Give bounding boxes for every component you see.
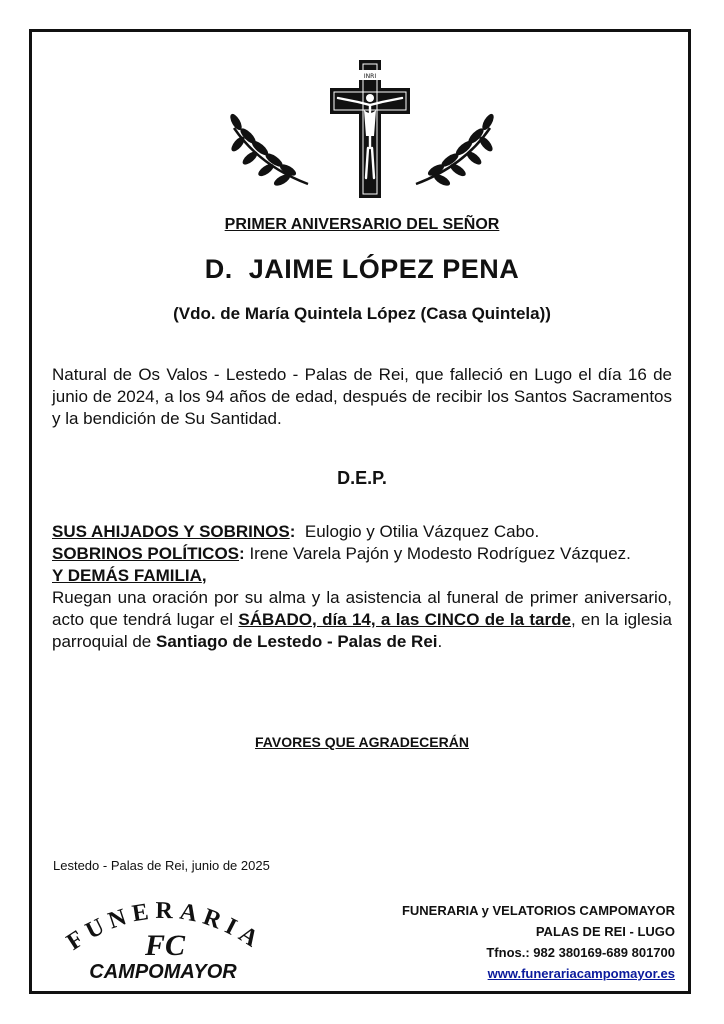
website-link[interactable]: www.funerariacampomayor.es: [487, 966, 675, 981]
closing-punctuation: .: [437, 632, 443, 651]
inlaws-names: Irene Varela Pajón y Modesto Rodríguez Vázquez.: [249, 544, 631, 563]
widow-note: (Vdo. de María Quintela López (Casa Quintela)): [173, 304, 551, 323]
funeral-request: [52, 587, 672, 653]
place-date: Lestedo - Palas de Rei, junio de 2025: [53, 858, 270, 873]
intro-paragraph: Natural de Os Valos - Lestedo - Palas de Rei, que falleció en Lugo el día 16 de junio de 2024, a los 94 años de edad, después de recibir los Santos Sacramentos y la bendición de Su Santidad.: [52, 365, 672, 428]
funeral-home-logo: [55, 893, 275, 985]
logo-monogram: FC: [144, 929, 186, 962]
logo-brand: CAMPOMAYOR: [89, 961, 237, 983]
logo-arc-text: FUNERARIA: [62, 897, 268, 956]
laurel-branch-left-icon: [226, 110, 312, 192]
dep-label: D.E.P.: [337, 468, 387, 488]
location-prefix: , en la iglesia parroquial de: [52, 610, 673, 651]
company-name: FUNERARIA y VELATORIOS CAMPOMAYOR: [401, 903, 675, 918]
church-location: Santiago de Lestedo - Palas de Rei: [155, 632, 438, 651]
godchildren-names: Eulogio y Otilia Vázquez Cabo.: [304, 522, 540, 541]
anniversary-heading: PRIMER ANIVERSARIO DEL SEÑOR: [224, 216, 500, 233]
inlaws-label: SOBRINOS POLÍTICOS: [52, 544, 240, 563]
others-label: Y DEMÁS FAMILIA: [52, 566, 202, 585]
event-time: SÁBADO, día 14, a las CINCO de la tarde: [238, 610, 571, 629]
godchildren-line: SUS AHIJADOS Y SOBRINOS: Eulogio y Otilia Vázquez Cabo.: [52, 522, 540, 541]
contact-block: [402, 900, 675, 984]
others-line: Y DEMÁS FAMILIA,: [52, 566, 207, 585]
thanks-line: FAVORES QUE AGRADECERÁN: [255, 734, 469, 750]
inlaws-line: SOBRINOS POLÍTICOS: Irene Varela Pajón y Modesto Rodríguez Vázquez.: [52, 544, 631, 563]
company-phones: Tfnos.: 982 380169-689 801700: [486, 945, 675, 960]
deceased-name: D. JAIME LÓPEZ PENA: [204, 254, 520, 284]
godchildren-label: SUS AHIJADOS Y SOBRINOS: [52, 522, 290, 541]
svg-text:INRI: INRI: [363, 73, 377, 80]
crucifix-icon: [328, 58, 412, 200]
request-text: Ruegan una oración por su alma y la asistencia al funeral de primer aniversario, acto que tendrá lugar el: [52, 588, 672, 629]
laurel-branch-right-icon: [412, 110, 498, 192]
family-section: [52, 521, 672, 653]
company-city: PALAS DE REI - LUGO: [535, 924, 675, 939]
